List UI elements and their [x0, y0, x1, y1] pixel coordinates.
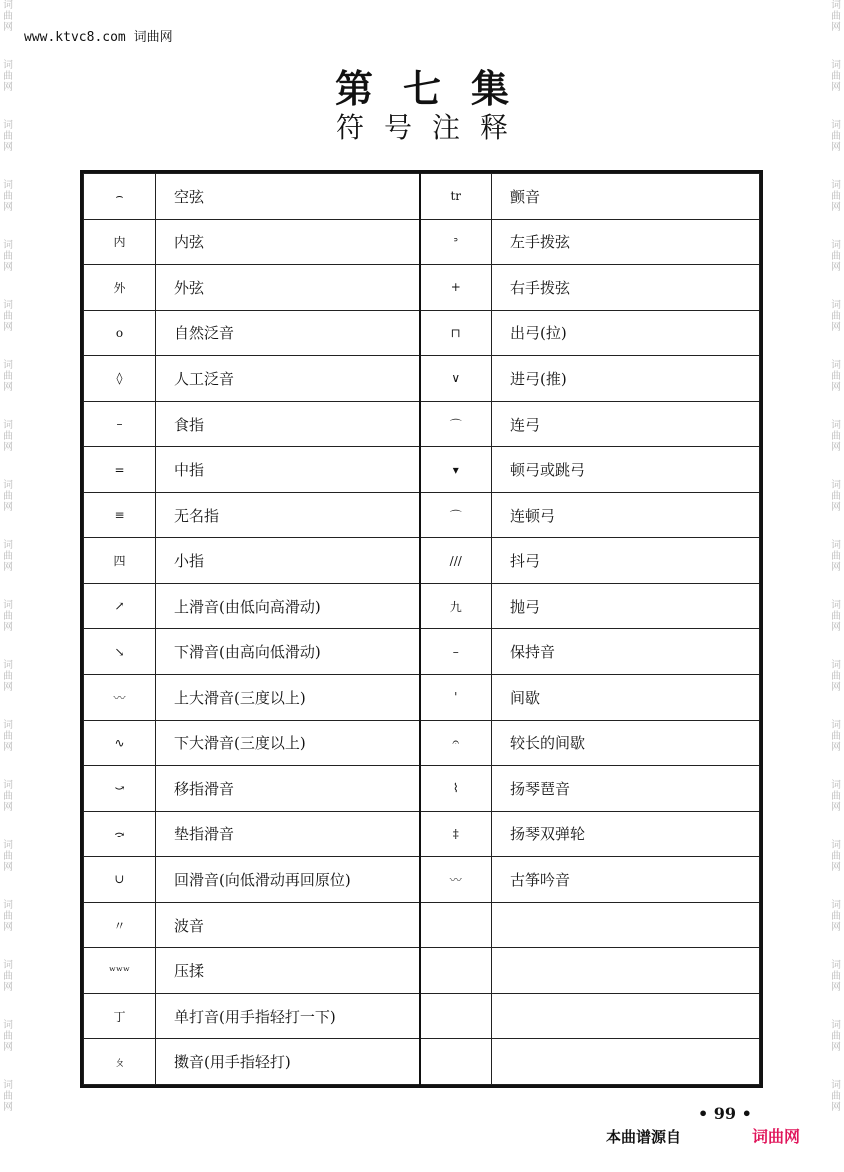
footer-logo[interactable]: 词曲网 — [752, 1127, 801, 1146]
table-row — [84, 857, 760, 903]
name-cell: 较长的间歇 — [492, 720, 760, 766]
watermark-text: 词 曲 网 — [831, 300, 841, 333]
watermark-text: 词 曲 网 — [3, 360, 13, 393]
symbol-cell: ⊓ — [420, 310, 492, 356]
name-cell: 擞音(用手指轻打) — [156, 1039, 420, 1085]
footer-source-text: 本曲谱源自 — [606, 1128, 682, 1146]
symbol-cell: ⌒ — [420, 401, 492, 447]
name-cell: 左手拨弦 — [492, 219, 760, 265]
table-row — [84, 720, 760, 766]
symbol-cell: ▾ — [420, 447, 492, 493]
watermark-text: 词 曲 网 — [3, 240, 13, 273]
symbol-cell: – — [84, 401, 156, 447]
symbol-cell: ∪ — [84, 857, 156, 903]
watermark-text: 词 曲 网 — [831, 960, 841, 993]
symbol-cell — [420, 948, 492, 994]
watermark-text: 词 曲 网 — [3, 840, 13, 873]
name-cell: 连顿弓 — [492, 492, 760, 538]
watermark-text: 词 曲 网 — [3, 480, 13, 513]
name-cell: 古筝吟音 — [492, 857, 760, 903]
symbol-cell: ◊ — [84, 356, 156, 402]
table-row — [84, 993, 760, 1039]
table-row — [84, 1039, 760, 1085]
name-cell — [492, 1039, 760, 1085]
table-row — [84, 219, 760, 265]
symbol-cell: 丁 — [84, 993, 156, 1039]
watermark-text: 词 曲 网 — [831, 240, 841, 273]
name-cell: 扬琴双弹轮 — [492, 811, 760, 857]
table-row — [84, 538, 760, 584]
watermark-text: 词 曲 网 — [831, 480, 841, 513]
table-row — [84, 675, 760, 721]
table-row — [84, 902, 760, 948]
symbol-cell: tr — [420, 174, 492, 220]
watermark-text: 词 曲 网 — [831, 900, 841, 933]
symbol-cell: 九 — [420, 583, 492, 629]
watermark-text: 词 曲 网 — [3, 900, 13, 933]
name-cell: 波音 — [156, 902, 420, 948]
name-cell: 人工泛音 — [156, 356, 420, 402]
symbol-cell: ≡ — [84, 492, 156, 538]
name-cell: 下大滑音(三度以上) — [156, 720, 420, 766]
watermark-text: 词 曲 网 — [831, 120, 841, 153]
watermark-text: 词 曲 网 — [831, 360, 841, 393]
watermark-text: 词 曲 网 — [3, 60, 13, 93]
name-cell — [492, 993, 760, 1039]
watermark-text: 词 曲 网 — [831, 840, 841, 873]
symbol-cell: ʷʷʷ — [84, 948, 156, 994]
name-cell: 上滑音(由低向高滑动) — [156, 583, 420, 629]
symbol-cell: /// — [420, 538, 492, 584]
name-cell: 颤音 — [492, 174, 760, 220]
name-cell: 间歇 — [492, 675, 760, 721]
name-cell: 垫指滑音 — [156, 811, 420, 857]
name-cell: 自然泛音 — [156, 310, 420, 356]
symbol-cell: 〰 — [420, 857, 492, 903]
symbol-cell: = — [84, 447, 156, 493]
watermark-text: 词 曲 网 — [3, 1080, 13, 1113]
name-cell: 顿弓或跳弓 — [492, 447, 760, 493]
symbol-cell: ㄆ — [84, 1039, 156, 1085]
site-url: www.ktvc8.com 词曲网 — [24, 30, 173, 45]
page-number: • 99 • — [698, 1104, 752, 1123]
name-cell: 压揉 — [156, 948, 420, 994]
table-row — [84, 174, 760, 220]
watermark-text: 词 曲 网 — [831, 660, 841, 693]
table-row — [84, 492, 760, 538]
table-row — [84, 948, 760, 994]
watermark-text: 词 曲 网 — [3, 540, 13, 573]
symbol-cell: ∿ — [84, 720, 156, 766]
name-cell: 内弦 — [156, 219, 420, 265]
name-cell: 连弓 — [492, 401, 760, 447]
name-cell: 扬琴琶音 — [492, 766, 760, 812]
name-cell: 单打音(用手指轻打一下) — [156, 993, 420, 1039]
symbol-cell: ↗ — [84, 583, 156, 629]
watermark-text: 词 曲 网 — [3, 180, 13, 213]
watermark-text: 词 曲 网 — [831, 540, 841, 573]
symbol-cell: ⌇ — [420, 766, 492, 812]
name-cell: 右手拨弦 — [492, 265, 760, 311]
symbol-cell: ∨ — [420, 356, 492, 402]
name-cell: 回滑音(向低滑动再回原位) — [156, 857, 420, 903]
watermark-text: 词 曲 网 — [3, 1020, 13, 1053]
name-cell: 食指 — [156, 401, 420, 447]
symbol-cell: 外 — [84, 265, 156, 311]
symbol-cell: 〰 — [84, 675, 156, 721]
watermark-text: 词 曲 网 — [831, 0, 841, 33]
symbol-cell: ⤻ — [84, 766, 156, 812]
watermark-text: 词 曲 网 — [3, 420, 13, 453]
watermark-right — [828, 0, 844, 1172]
watermark-text: 词 曲 网 — [831, 1020, 841, 1053]
name-cell — [492, 902, 760, 948]
symbol-cell: ↘ — [84, 629, 156, 675]
watermark-text: 词 曲 网 — [831, 600, 841, 633]
watermark-text: 词 曲 网 — [3, 300, 13, 333]
name-cell: 外弦 — [156, 265, 420, 311]
symbol-cell: 〃 — [84, 902, 156, 948]
name-cell: 上大滑音(三度以上) — [156, 675, 420, 721]
table-row — [84, 310, 760, 356]
name-cell: 抖弓 — [492, 538, 760, 584]
watermark-text: 词 曲 网 — [831, 720, 841, 753]
name-cell: 空弦 — [156, 174, 420, 220]
symbol-cell — [420, 993, 492, 1039]
watermark-text: 词 曲 网 — [831, 60, 841, 93]
table-row — [84, 265, 760, 311]
name-cell: 下滑音(由高向低滑动) — [156, 629, 420, 675]
page-subtitle: 符号注释 — [335, 111, 528, 144]
page-title: 第七集 — [334, 66, 539, 111]
table-row — [84, 401, 760, 447]
table-row — [84, 583, 760, 629]
symbol-cell: o — [84, 310, 156, 356]
table-row — [84, 629, 760, 675]
symbol-cell: 四 — [84, 538, 156, 584]
name-cell: 小指 — [156, 538, 420, 584]
symbol-table — [80, 170, 763, 1088]
watermark-text: 词 曲 网 — [3, 120, 13, 153]
table-row — [84, 447, 760, 493]
name-cell: 保持音 — [492, 629, 760, 675]
name-cell: 中指 — [156, 447, 420, 493]
name-cell: 抛弓 — [492, 583, 760, 629]
watermark-left — [0, 0, 16, 1172]
table-row — [84, 356, 760, 402]
watermark-text: 词 曲 网 — [831, 780, 841, 813]
symbol-cell: 𝄐 — [420, 720, 492, 766]
name-cell: 进弓(推) — [492, 356, 760, 402]
watermark-text: 词 曲 网 — [831, 180, 841, 213]
symbol-cell — [420, 902, 492, 948]
watermark-text: 词 曲 网 — [3, 0, 13, 33]
table-row — [84, 766, 760, 812]
symbol-cell: ⌢ — [84, 174, 156, 220]
name-cell: 移指滑音 — [156, 766, 420, 812]
watermark-text: 词 曲 网 — [831, 420, 841, 453]
watermark-text: 词 曲 网 — [3, 660, 13, 693]
symbol-cell: ᐣ — [420, 219, 492, 265]
name-cell — [492, 948, 760, 994]
watermark-text: 词 曲 网 — [3, 960, 13, 993]
symbol-cell: + — [420, 265, 492, 311]
symbol-cell: ‡ — [420, 811, 492, 857]
watermark-text: 词 曲 网 — [3, 720, 13, 753]
watermark-text: 词 曲 网 — [3, 780, 13, 813]
symbol-cell: 内 — [84, 219, 156, 265]
watermark-text: 词 曲 网 — [831, 1080, 841, 1113]
table-row — [84, 811, 760, 857]
symbol-cell: – — [420, 629, 492, 675]
symbol-cell: ⤼ — [84, 811, 156, 857]
name-cell: 出弓(拉) — [492, 310, 760, 356]
watermark-text: 词 曲 网 — [3, 600, 13, 633]
symbol-cell: ' — [420, 675, 492, 721]
name-cell: 无名指 — [156, 492, 420, 538]
symbol-cell — [420, 1039, 492, 1085]
symbol-cell: ⌒ — [420, 492, 492, 538]
